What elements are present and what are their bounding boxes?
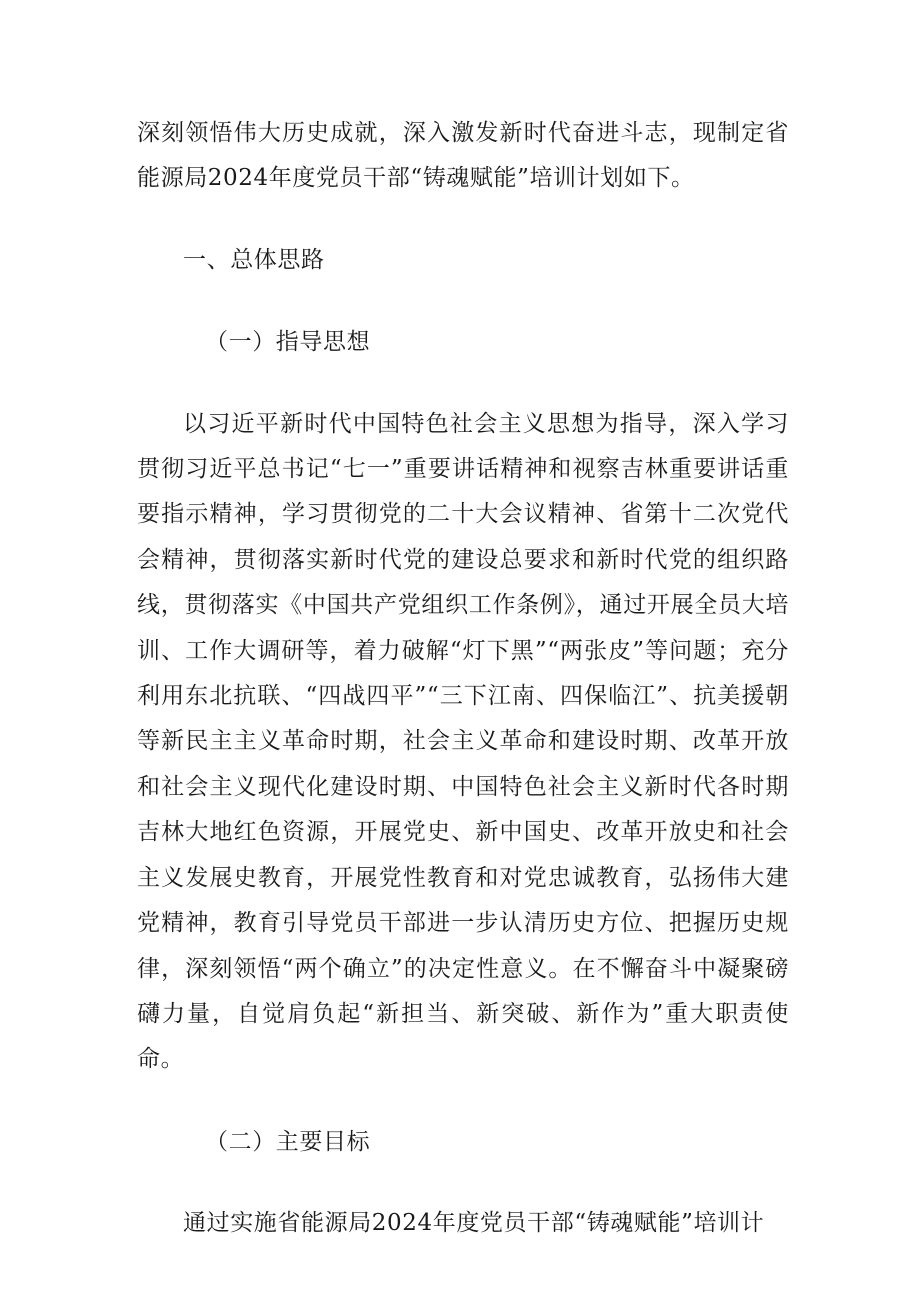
intro-paragraph: 深刻领悟伟大历史成就，深入激发新时代奋进斗志，现制定省能源局2024年度党员干部“铸魂赋能”培训计划如下。 [137, 120, 789, 192]
document-page [137, 111, 789, 1247]
spacer [137, 1165, 789, 1201]
spacer [137, 366, 789, 402]
subsection-heading-main-goals: （二）主要目标 [205, 1128, 371, 1155]
spacer [137, 202, 789, 238]
spacer [137, 1083, 789, 1120]
spacer [137, 283, 789, 320]
guiding-ideology-paragraph: 以习近平新时代中国特色社会主义思想为指导，深入学习贯彻习近平总书记“七一”重要讲话精神和视察吉林重要讲话重要指示精神，学习贯彻党的二十大会议精神、省第十二次党代会精神，贯彻落实新时代党的建设总要求和新时代党的组织路线，贯彻落实《中国共产党组织工作条例》，通过开展全员大培训、工作大调研等，着力破解“灯下黑”“两张皮”等问题；充分利用东北抗联、“四战四平”“三下江南、四保临江”、抗美援朝等新民主主义革命时期，社会主义革命和建设时期、改革开放和社会主义现代化建设时期、中国特色社会主义新时代各时期吉林大地红色资源，开展党史、新中国史、改革开放史和社会主义发展史教育，开展党性教育和对党忠诚教育，弘扬伟大建党精神，教育引导党员干部进一步认清历史方位、把握历史规律，深刻领悟“两个确立”的决定性意义。在不懈奋斗中凝聚磅礴力量，自觉肩负起“新担当、新突破、新作为”重大职责使命。 [137, 410, 789, 1073]
section-heading-overall-approach: 一、总体思路 [183, 246, 325, 273]
main-goals-paragraph: 通过实施省能源局2024年度党员干部“铸魂赋能”培训计 [183, 1210, 765, 1237]
subsection-heading-guiding-ideology: （一）指导思想 [205, 329, 371, 356]
